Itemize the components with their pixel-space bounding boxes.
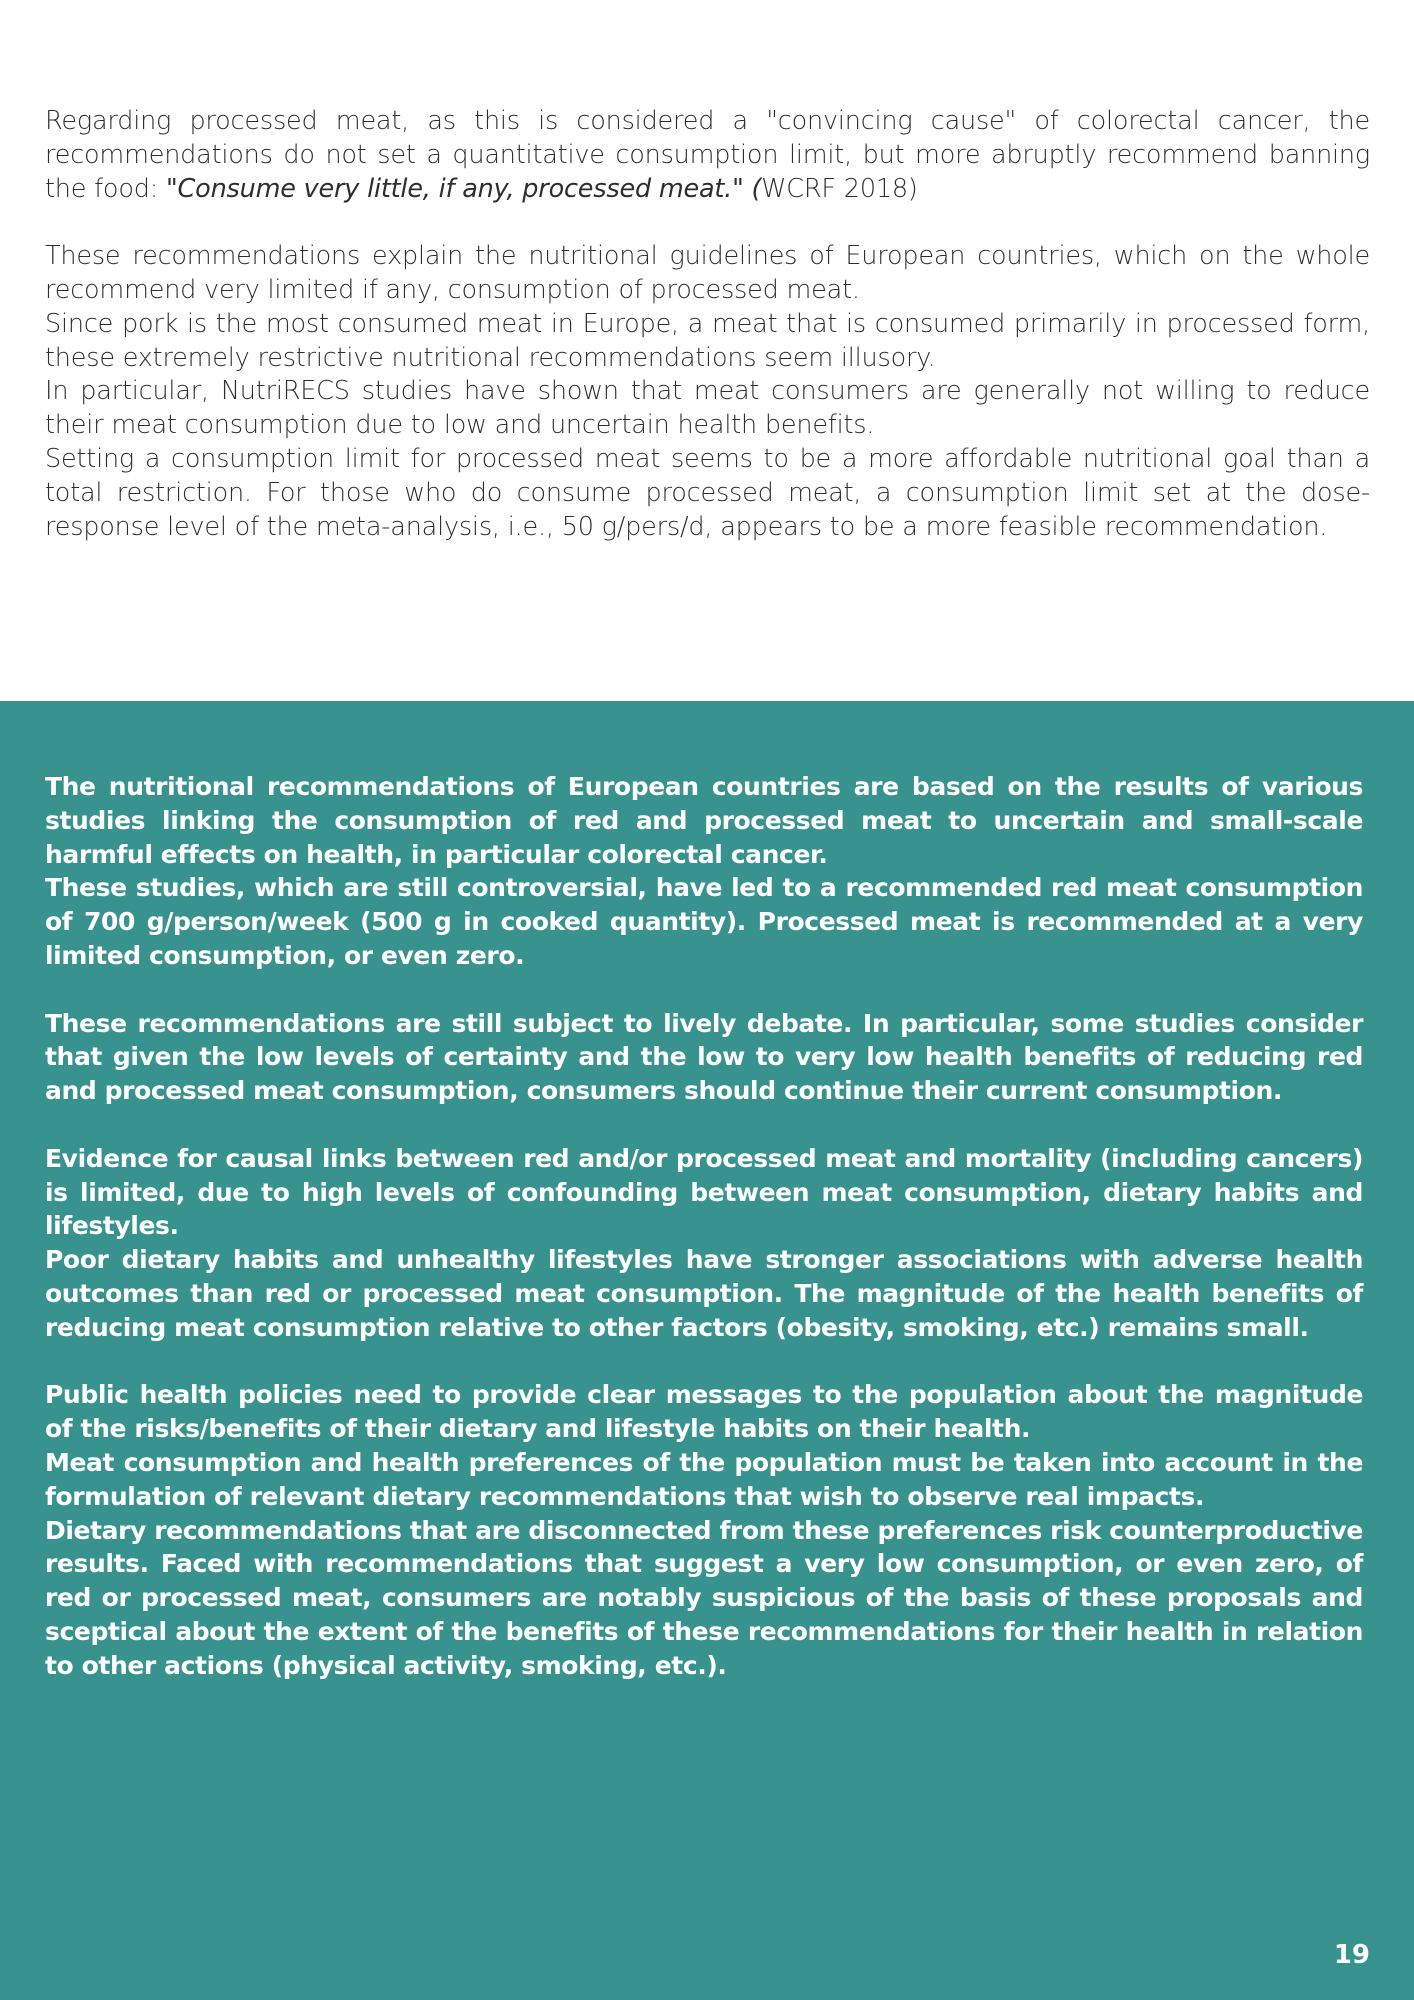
intro-paragraph-3: Since pork is the most consumed meat in Europe, a meat that is consumed primarily in processed form, these extremely restrictive nutritional recommendations seem illusory. (45, 308, 1370, 373)
intro-paragraph-4: In particular, NutriRECS studies have shown that meat consumers are generally not willing to reduce their meat consumption due to low and uncertain health benefits. (45, 376, 1370, 441)
summary-paragraph-4: Evidence for causal links between red and/or processed meat and mortality (including cancers) is limited, due to high levels of confounding between meat consumption, dietary habits and lifestyles. (45, 1143, 1363, 1241)
summary-paragraph-5: Poor dietary habits and unhealthy lifestyles have stronger associations with adverse health outcomes than red or processed meat consumption. The magnitude of the health benefits of reducing meat consumption relative to other factors (obesity, smoking, etc.) remains small. (45, 1245, 1363, 1342)
page-number: 19 (1333, 1940, 1370, 1970)
summary-paragraph-6: Public health policies need to provide clear messages to the population about the magnitude of the risks/benefits of their dietary and lifestyle habits on their health. (45, 1380, 1363, 1444)
paragraph-gap (45, 1108, 1363, 1142)
intro-paragraph-2: These recommendations explain the nutritional guidelines of European countries, which on the whole recommend very limited if any, consumption of processed meat. (45, 241, 1370, 305)
intro-paragraph-1-lead: Regarding processed meat, as this is considered a "convincing cause" of colorectal cancer, the recommendations do not set a quantitative consumption limit, but more abruptly recommend banning the food: (45, 106, 1370, 204)
summary-paragraph-8: Dietary recommendations that are disconnected from these preferences risk counterproductive results. Faced with recommendations that suggest a very low consumption, or even zero, of red or processed meat, consumers are notably suspicious of the basis of these proposals and sceptical about the extent of the benefits of these recommendations for their health in relation to other actions (physical activity, smoking, etc.). (45, 1515, 1363, 1680)
summary-paragraph-3: These recommendations are still subject to lively debate. In particular, some studies consider that given the low levels of certainty and the low to very low health benefits of reducing red and processed meat consumption, consumers should continue their current consumption. (45, 1008, 1363, 1106)
intro-paragraph-1 (45, 105, 1370, 206)
paragraph-gap (45, 206, 1370, 240)
wcrf-quote: "Consume very little, if any, processed meat." ( (166, 173, 762, 204)
intro-section (0, 0, 1414, 701)
intro-paragraph-5: Setting a consumption limit for processed meat seems to be a more affordable nutritional goal than a total restriction. For those who do consume processed meat, a consumption limit set at the dose-response level of the meta-analysis, i.e., 50 g/pers/d, appears to be a more feasible recommendation. (45, 443, 1370, 542)
summary-box (0, 701, 1414, 2000)
paragraph-gap (45, 973, 1363, 1007)
summary-paragraph-1: The nutritional recommendations of European countries are based on the results of various studies linking the consumption of red and processed meat to uncertain and small-scale harmful effects on health, in particular colorectal cancer. (45, 772, 1363, 869)
summary-paragraph-2: These studies, which are still controversial, have led to a recommended red meat consumption of 700 g/person/week (500 g in cooked quantity). Processed meat is recommended at a very limited consumption, or even zero. (45, 873, 1363, 970)
wcrf-citation: WCRF 2018) (761, 173, 918, 204)
summary-text (45, 770, 1363, 1683)
paragraph-gap (45, 1345, 1363, 1379)
intro-text (45, 105, 1370, 544)
summary-paragraph-7: Meat consumption and health preferences of the population must be taken into account in the formulation of relevant dietary recommendations that wish to observe real impacts. (45, 1447, 1363, 1511)
